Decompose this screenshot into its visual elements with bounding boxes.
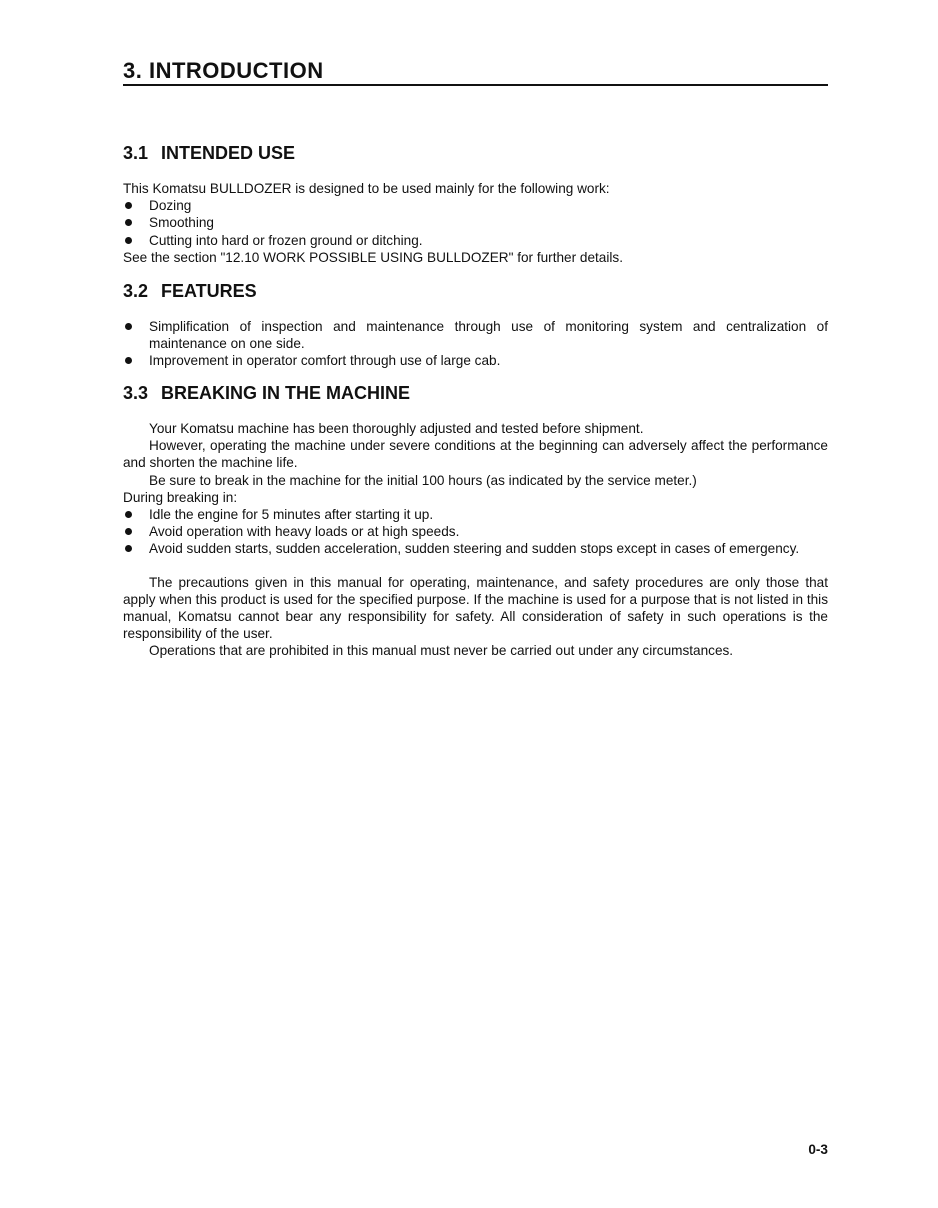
section-number: 3.1 xyxy=(123,143,149,163)
bullet-icon xyxy=(125,528,132,535)
breaking-in-list xyxy=(123,506,828,558)
bullet-icon xyxy=(125,511,132,518)
bullet-icon xyxy=(125,357,132,364)
breaking-in-p5: The precautions given in this manual for operating, maintenance, and safety procedures are only those that apply when this product is used for the specified purpose. If the machine is used for a purpose that is not listed in this manual, Komatsu cannot bear any responsibility for safety. All consideration of safety in such operations is the responsibility of the user. xyxy=(123,574,828,642)
bullet-icon xyxy=(125,219,132,226)
breaking-in-p3: Be sure to break in the machine for the initial 100 hours (as indicated by the service meter.) xyxy=(149,472,697,488)
section-title: INTENDED USE xyxy=(161,143,296,163)
section-heading xyxy=(123,142,828,164)
features-list xyxy=(123,318,828,370)
list-item: Avoid operation with heavy loads or at high speeds. xyxy=(123,523,828,540)
list-item: Cutting into hard or frozen ground or ditching. xyxy=(123,232,828,249)
section-number: 3.2 xyxy=(123,281,149,301)
intended-use-list xyxy=(123,197,828,249)
manual-page xyxy=(123,0,828,1208)
intended-use-see-also: See the section "12.10 WORK POSSIBLE USING BULLDOZER" for further details. xyxy=(123,249,623,265)
list-item: Avoid sudden starts, sudden acceleration, sudden steering and sudden stops except in cases of emergency. xyxy=(123,540,828,557)
bullet-icon xyxy=(125,323,132,330)
section-heading xyxy=(123,280,828,302)
section-title: BREAKING IN THE MACHINE xyxy=(161,383,411,403)
bullet-icon xyxy=(125,237,132,244)
chapter-title: 3. INTRODUCTION xyxy=(123,58,828,86)
list-item: Smoothing xyxy=(123,214,828,231)
section-intended-use xyxy=(123,142,828,266)
list-item: Idle the engine for 5 minutes after starting it up. xyxy=(123,506,828,523)
section-title: FEATURES xyxy=(161,281,257,301)
bullet-icon xyxy=(125,545,132,552)
intended-use-intro: This Komatsu BULLDOZER is designed to be used mainly for the following work: xyxy=(123,181,610,196)
breaking-in-p6: Operations that are prohibited in this manual must never be carried out under any circumstances. xyxy=(149,643,734,659)
page-number: 0-3 xyxy=(808,1142,828,1157)
section-features xyxy=(123,280,828,370)
section-number: 3.3 xyxy=(123,383,149,403)
bullet-icon xyxy=(125,202,132,209)
list-item: Simplification of inspection and maintenance through use of monitoring system and centralization of maintenance on one side. xyxy=(123,318,828,352)
breaking-in-p4: During breaking in: xyxy=(123,489,238,505)
section-breaking-in xyxy=(123,382,828,660)
section-heading xyxy=(123,382,828,404)
breaking-in-p1: Your Komatsu machine has been thoroughly adjusted and tested before shipment. xyxy=(149,421,644,436)
list-item: Improvement in operator comfort through use of large cab. xyxy=(123,352,828,369)
list-item: Dozing xyxy=(123,197,828,214)
breaking-in-p2: However, operating the machine under severe conditions at the beginning can adversely affect the performance and shorten the machine life. xyxy=(123,438,828,471)
